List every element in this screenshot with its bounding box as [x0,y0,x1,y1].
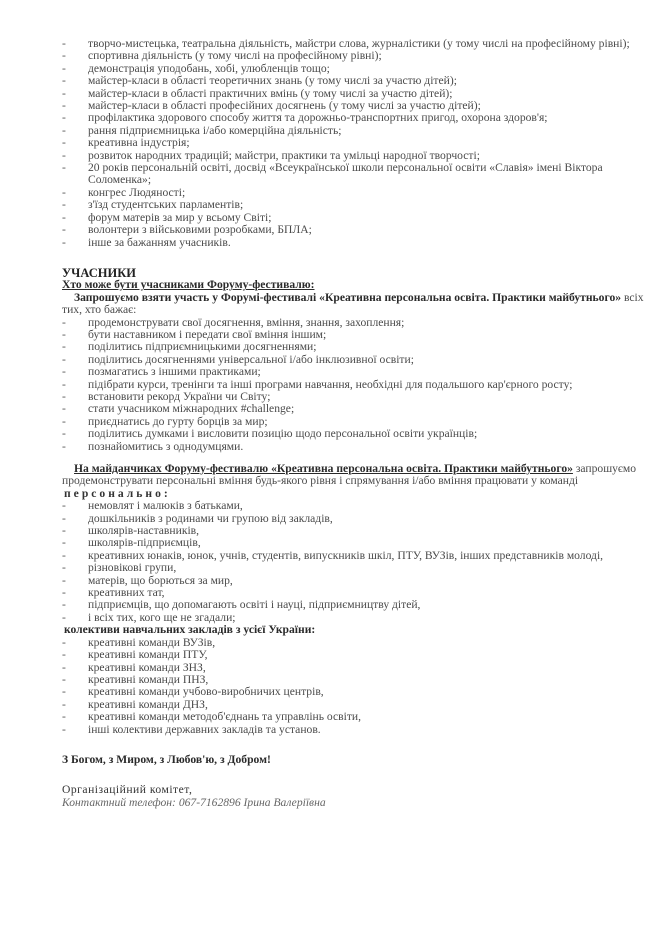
list-item: - позмагатись з іншими практиками; [62,366,652,378]
list-item: - розвиток народних традицій; майстри, практики та умільці народної творчості; [62,150,652,162]
list-item: - приєднатись до гурту борців за мир; [62,416,652,428]
list-item: - креативні команди ДНЗ, [62,699,652,711]
greeting: З Богом, з Миром, з Любов'ю, з Добром! [62,752,271,766]
list-item: - школярів-підприємців, [62,537,652,549]
list-item: - креативна індустрія; [62,137,652,149]
list-item: - креативні команди методоб'єднань та управлінь освіти, [62,711,652,723]
list-item: - креативні команди ВУЗів, [62,637,652,649]
list-item: - з'їзд студентських парламентів; [62,199,652,211]
list-item: - поділитись досягненнями універсальної і/або інклюзивної освіти; [62,354,652,366]
list-item: - креативні команди ПНЗ, [62,674,652,686]
list-item: - креативних тат, [62,587,652,599]
list-item: - форум матерів за мир у всьому Світі; [62,212,652,224]
list-item: - творчо-мистецька, театральна діяльність, майстри слова, журналістики (у тому числі на професійному рівні); [62,38,652,50]
venue-bold: На майданчиках Форуму-фестивалю «Креативна персональна освіта. Практики майбутнього» [74,462,573,475]
venue-paragraph [62,463,652,488]
list-item: - підібрати курси, тренінги та інші програми навчання, необхідні для подальшого кар'єрного росту; [62,379,652,391]
list-item: - демонстрація уподобань, хобі, улюбленців тощо; [62,63,652,75]
list-item: - стати учасником міжнародних #challenge; [62,403,652,415]
list-item: - рання підприємницька і/або комерційна діяльність; [62,125,652,137]
intro-bold: Запрошуємо взяти участь у Форумі-фестивалі «Креативна персональна освіта. Практики майбутнього» [74,290,622,304]
document-page [62,38,652,809]
list-item: - майстер-класи в області теоретичних знань (у тому числі за участю дітей); [62,75,652,87]
list-item: - профілактика здорового способу життя та дорожньо-транспортних пригод, охорона здоров'я; [62,112,652,124]
activities-list [62,38,652,249]
participants-title: УЧАСНИКИ [62,265,137,280]
list-item: - дошкільників з родинами чи групою від закладів, [62,513,652,525]
collectives-list [62,637,652,736]
list-item: - креативних юнаків, юнок, учнів, студентів, випускників шкіл, ПТУ, ВУЗів, інших представників молоді, [62,550,652,562]
list-item: - різновікові групи, [62,562,652,574]
list-item: - креативні команди ПТУ, [62,649,652,661]
collectives-label: колективи навчальних закладів з усієї України: [64,623,316,637]
list-item: - поділитись думками і висловити позицію щодо персональної освіти українців; [62,428,652,440]
list-item: - інше за бажанням учасників. [62,237,652,249]
intro-rest: всіх тих, хто бажає: [62,290,644,317]
list-item: - креативні команди ЗНЗ, [62,662,652,674]
participants-subtitle: Хто може бути учасниками Форуму-фестивалю: [62,278,315,292]
list-item: - конгрес Людяності; [62,187,652,199]
wishes-list [62,317,652,453]
list-item: - волонтери з військовими розробками, БПЛА; [62,224,652,236]
list-item: - встановити рекорд України чи Світу; [62,391,652,403]
list-item: - матерів, що борються за мир, [62,575,652,587]
list-item: - майстер-класи в області практичних вмінь (у тому числі за участю дітей); [62,88,652,100]
list-item: - і всіх тих, кого ще не згадали; [62,612,652,624]
list-item: - немовлят і малюків з батьками, [62,500,652,512]
venue-rest: запрошуємо продемонструвати персональні вміння будь-якого рівня і спрямування і/або вміння працювати у команді [62,462,637,488]
organizer: Організаційний комітет, [62,783,193,797]
list-item: - продемонструвати свої досягнення, вміння, знання, захоплення; [62,317,652,329]
list-item: - бути наставником і передати свої вміння іншим; [62,329,652,341]
list-item: - познайомитись з однодумцями. [62,441,652,453]
list-item: - інші колективи державних закладів та установ. [62,724,652,736]
list-item: - поділитись підприємницькими досягненнями; [62,341,652,353]
personal-list [62,500,652,624]
list-item: - 20 років персональній освіті, досвід «Всеукраїнської школи персональної освіти «Славія» імені Віктора Соломенка»; [62,162,652,187]
list-item: - підприємців, що допомагають освіті і науці, підприємництву дітей, [62,599,652,611]
list-item: - спортивна діяльність (у тому числі на професійному рівні); [62,50,652,62]
contact-info: Контактний телефон: 067-7162896 Ірина Валеріївна [62,795,326,809]
personal-label: персонально: [64,486,171,500]
participants-intro [62,292,652,317]
list-item: - креативні команди учбово-виробничих центрів, [62,686,652,698]
list-item: - школярів-наставників, [62,525,652,537]
list-item: - майстер-класи в області професійних досягнень (у тому числі за участю дітей); [62,100,652,112]
